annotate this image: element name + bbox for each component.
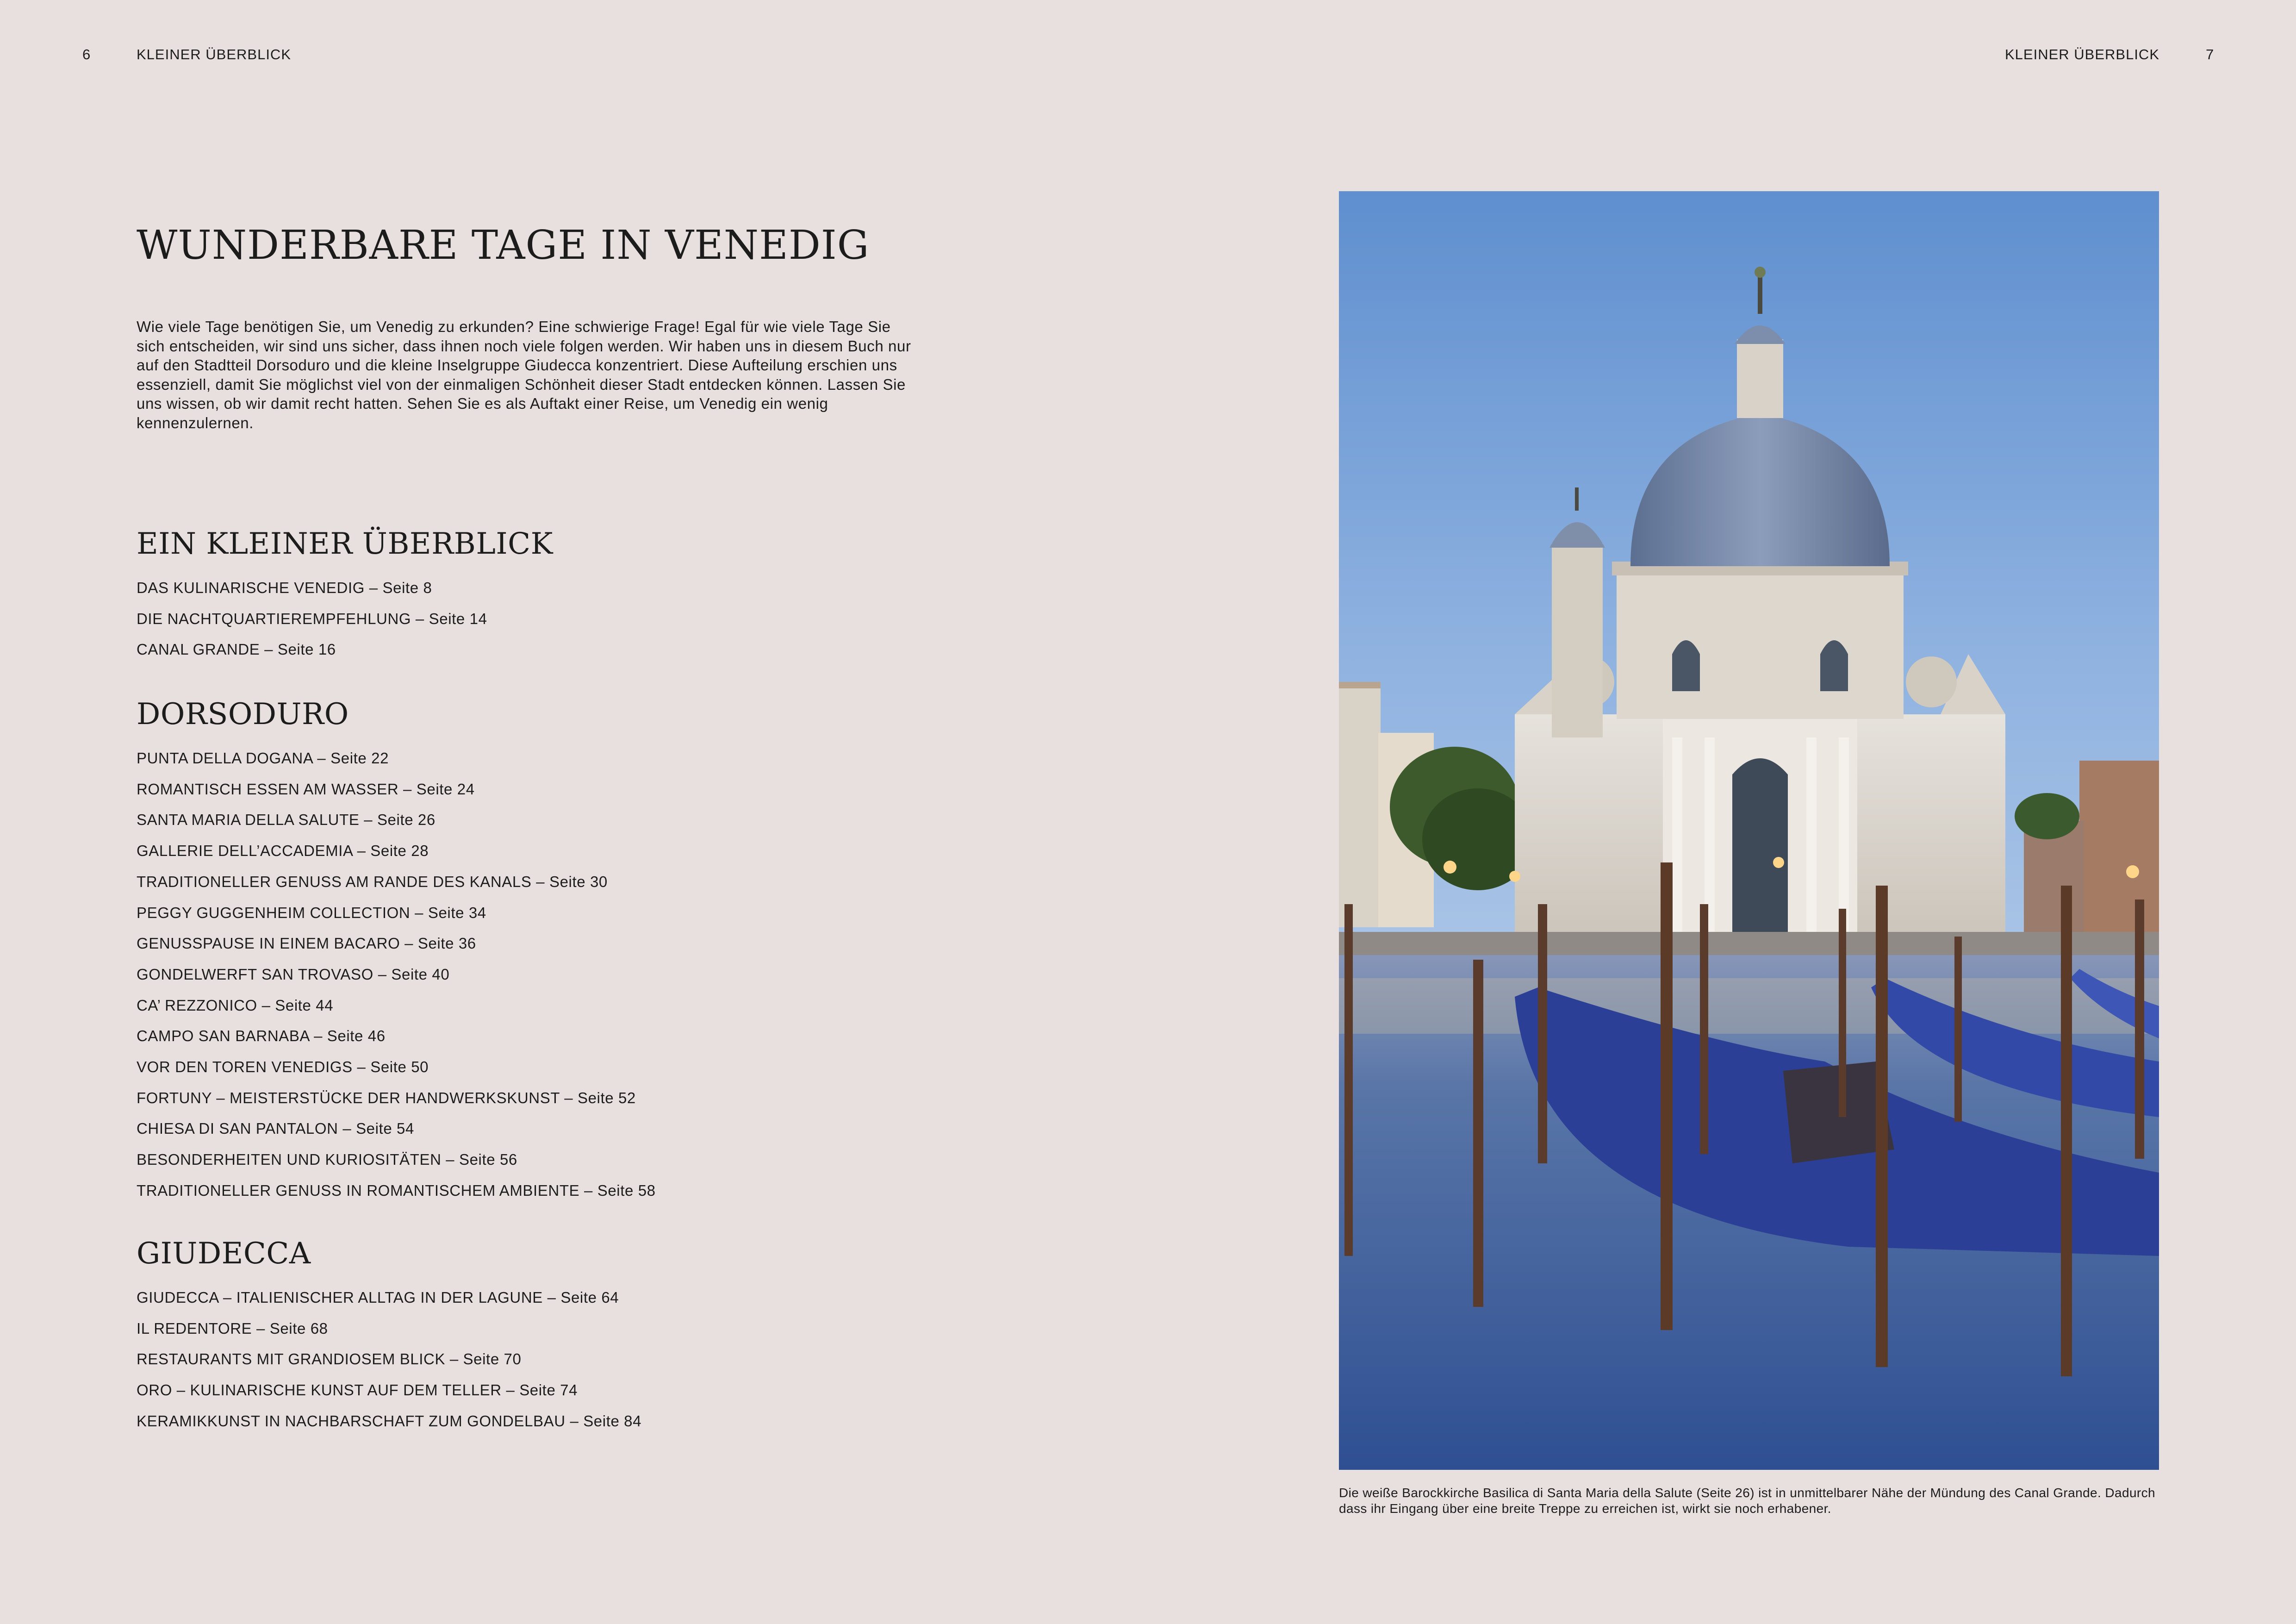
toc-item: GONDELWERFT SAN TROVASO – Seite 40 <box>137 965 450 983</box>
toc-section-overview <box>137 525 970 665</box>
toc-item: GIUDECCA – ITALIENISCHER ALLTAG IN DER LAGUNE – Seite 64 <box>137 1289 619 1306</box>
toc-item: DAS KULINARISCHE VENEDIG – Seite 8 <box>137 579 432 596</box>
toc-heading: DORSODURO <box>137 697 349 731</box>
basilica-photo <box>1339 191 2159 1470</box>
toc-item: CA’ REZZONICO – Seite 44 <box>137 996 334 1014</box>
toc-item: CHIESA DI SAN PANTALON – Seite 54 <box>137 1120 414 1137</box>
toc-item: TRADITIONELLER GENUSS IN ROMANTISCHEM AMBIENTE – Seite 58 <box>137 1181 656 1199</box>
page-title: WUNDERBARE TAGE IN VENEDIG <box>137 222 870 269</box>
toc-item: KERAMIKKUNST IN NACHBARSCHAFT ZUM GONDELBAU – Seite 84 <box>137 1412 642 1430</box>
left-page-number: 6 <box>82 46 91 62</box>
toc-item: ROMANTISCH ESSEN AM WASSER – Seite 24 <box>137 780 475 798</box>
toc-item: PEGGY GUGGENHEIM COLLECTION – Seite 34 <box>137 904 486 921</box>
right-page-number: 7 <box>2206 46 2215 62</box>
toc-item: FORTUNY – MEISTERSTÜCKE DER HANDWERKSKUNST – Seite 52 <box>137 1089 636 1106</box>
toc-section-dorsoduro <box>137 696 970 1206</box>
toc-heading: EIN KLEINER ÜBERBLICK <box>137 527 553 561</box>
toc-item: CANAL GRANDE – Seite 16 <box>137 641 336 658</box>
toc-item: TRADITIONELLER GENUSS AM RANDE DES KANALS – Seite 30 <box>137 873 608 890</box>
toc-item: SANTA MARIA DELLA SALUTE – Seite 26 <box>137 811 436 829</box>
toc-item: GENUSSPAUSE IN EINEM BACARO – Seite 36 <box>137 935 476 952</box>
toc-item: RESTAURANTS MIT GRANDIOSEM BLICK – Seite 70 <box>137 1350 522 1368</box>
toc-item: IL REDENTORE – Seite 68 <box>137 1319 328 1337</box>
toc-heading: GIUDECCA <box>137 1237 311 1271</box>
toc-item: PUNTA DELLA DOGANA – Seite 22 <box>137 750 389 767</box>
toc-item: ORO – KULINARISCHE KUNST AUF DEM TELLER – Seite 74 <box>137 1381 578 1399</box>
toc-item: GALLERIE DELL’ACCADEMIA – Seite 28 <box>137 842 429 860</box>
toc-item: BESONDERHEITEN UND KURIOSITÄTEN – Seite 56 <box>137 1151 517 1168</box>
toc-item: CAMPO SAN BARNABA – Seite 46 <box>137 1027 386 1045</box>
left-running-header: KLEINER ÜBERBLICK <box>137 46 291 62</box>
toc-item: VOR DEN TOREN VENEDIGS – Seite 50 <box>137 1058 429 1076</box>
intro-paragraph: Wie viele Tage benötigen Sie, um Venedig zu erkunden? Eine schwierige Frage! Egal für wie viele Tage Sie sich entscheiden, wir sind uns sicher, dass ihnen noch viele folgen werden. Wir haben uns in diesem Buch nur auf den Stadtteil Dorsoduro und die kleine Inselgruppe Giudecca konzentriert. Diese Aufteilung erschien uns essenziell, damit Sie möglichst viel von der einmaligen Schönheit dieser Stadt entdecken können. Lassen Sie uns wissen, ob wir damit recht hatten. Sehen Sie es als Auftakt einer Reise, um Venedig ein wenig kennenzulernen. <box>137 318 911 431</box>
right-running-header: KLEINER ÜBERBLICK <box>2005 46 2159 62</box>
toc-section-giudecca <box>137 1235 970 1437</box>
photo-caption: Die weiße Barockkirche Basilica di Santa Maria della Salute (Seite 26) ist in unmittelbarer Nähe der Mündung des Canal Grande. Dadurch dass ihr Eingang über eine breite Treppe zu erreichen ist, wirkt sie noch erhabener. <box>1339 1486 2156 1516</box>
toc-item: DIE NACHTQUARTIEREMPFEHLUNG – Seite 14 <box>137 610 487 627</box>
